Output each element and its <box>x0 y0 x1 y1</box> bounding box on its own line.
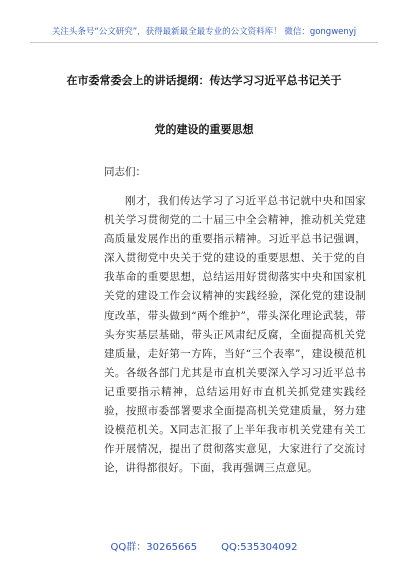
footer-qq-group: QQ群：30265665 <box>110 542 198 553</box>
header-promo-note: 关注头条号“公文研究”，获得最新最全最专业的公文资料库！ 微信：gongwenyj <box>51 27 357 37</box>
header-divider <box>30 42 378 43</box>
body-paragraph: 刚才，我们传达学习了习近平总书记就中央和国家机关学习贯彻党的二十届三中全会精神，推动机关党建高质量发展作出的重要指示精神。习近平总书记强调，深入贯彻党中央关于党的建设的重要思想、关于党的自我革命的重要思想，总结运用好贯彻落实中央和国家机关党的建设工作会议精神的实践经验，深化党的建设制度改革，带头做到“两个维护”，带头深化理论武装，带头夯实基层基础，带头正风肃纪反腐，全面提高机关党建质量，走好第一方阵，当好“三个表率”，建设模范机关。各级各部门尤其是市直机关要深入学习习近平总书记重要指示精神，总结运用好市直机关抓党建实践经验，按照市委部署要求全面提高机关党建质量，努力建设模范机关。X同志汇报了上半年我市机关党建有关工作开展情况，提出了贯彻落实意见，大家进行了交流讨论，讲得都很好。下面，我再强调三点意见。 <box>104 195 366 475</box>
greeting: 同志们： <box>104 166 146 178</box>
document-title-line-1: 在市委常委会上的讲话提纲：传达学习习近平总书记关于 <box>66 74 342 87</box>
footer-qq: QQ:535304092 <box>221 542 298 553</box>
document-title-line-2: 党的建设的重要思想 <box>154 123 254 136</box>
footer-contact <box>0 538 408 553</box>
